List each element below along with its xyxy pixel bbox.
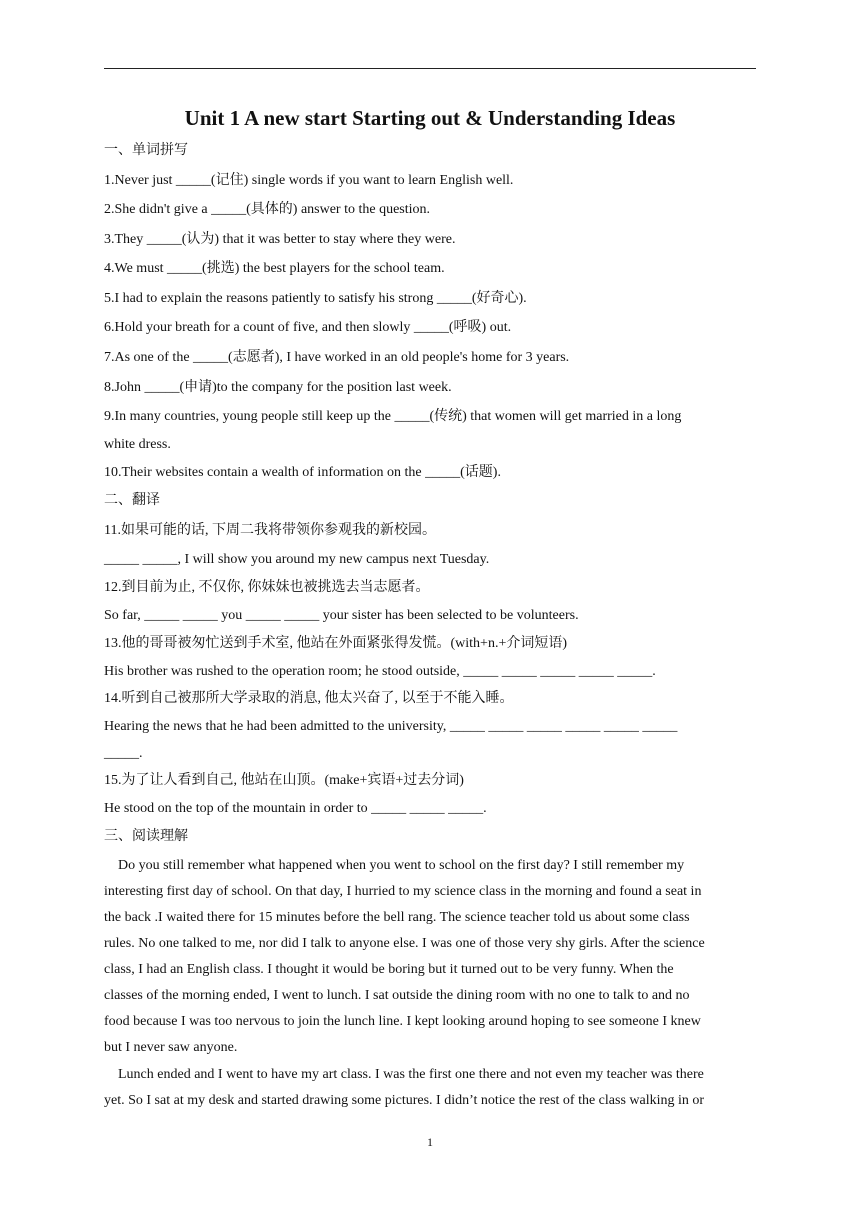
spelling-item: 4.We must _____(挑选) the best players for the school team. [104, 261, 445, 276]
passage-line: Do you still remember what happened when you went to school on the first day? I still remember my [118, 858, 685, 873]
passage-line: but I never saw anyone. [104, 1040, 238, 1055]
translation-blank-line: Hearing the news that he had been admitted to the university, _____ _____ _____ _____ _____ _____ [104, 719, 678, 734]
spelling-item: 10.Their websites contain a wealth of information on the _____(话题). [104, 465, 501, 480]
passage-line: yet. So I sat at my desk and started drawing some pictures. I didn’t notice the rest of the class walking in or [104, 1093, 705, 1108]
header-rule [104, 68, 756, 69]
passage-line: interesting first day of school. On that day, I hurried to my science class in the morning and found a seat in [104, 884, 702, 899]
spelling-item: 6.Hold your breath for a count of five, and then slowly _____(呼吸) out. [104, 320, 512, 335]
section-heading: 一、单词拼写 [104, 143, 188, 158]
translation-prompt: 12.到目前为止, 不仅你, 你妹妹也被挑选去当志愿者。 [104, 580, 430, 595]
translation-blank-line: So far, _____ _____ you _____ _____ your sister has been selected to be volunteers. [104, 608, 579, 623]
section-heading: 二、翻译 [104, 493, 160, 508]
spelling-item-continued: white dress. [104, 437, 171, 452]
passage-line: rules. No one talked to me, nor did I talk to anyone else. I was one of those very shy girls. After the science [104, 936, 705, 951]
spelling-item: 3.They _____(认为) that it was better to stay where they were. [104, 232, 456, 247]
section-heading: 三、阅读理解 [104, 829, 188, 844]
translation-prompt: 14.听到自己被那所大学录取的消息, 他太兴奋了, 以至于不能入睡。 [104, 691, 514, 706]
translation-prompt: 11.如果可能的话, 下周二我将带领你参观我的新校园。 [104, 523, 436, 538]
passage-line: class, I had an English class. I thought it would be boring but it turned out to be very funny. When the [104, 962, 674, 977]
passage-line: the back .I waited there for 15 minutes before the bell rang. The science teacher told us about some class [104, 910, 690, 925]
translation-blank-line-continued: _____. [104, 746, 143, 761]
spelling-item: 8.John _____(申请)to the company for the position last week. [104, 380, 452, 395]
document-title: Unit 1 A new start Starting out & Understanding Ideas [184, 106, 676, 130]
translation-blank-line: His brother was rushed to the operation room; he stood outside, _____ _____ _____ _____ _____. [104, 664, 656, 679]
passage-line: classes of the morning ended, I went to lunch. I sat outside the dining room with no one to talk to and no [104, 988, 690, 1003]
passage-line: Lunch ended and I went to have my art class. I was the first one there and not even my teacher was there [118, 1067, 704, 1082]
page-number: 1 [427, 1135, 433, 1149]
translation-blank-line: He stood on the top of the mountain in order to _____ _____ _____. [104, 801, 487, 816]
spelling-item: 1.Never just _____(记住) single words if you want to learn English well. [104, 173, 514, 188]
translation-blank-line: _____ _____, I will show you around my new campus next Tuesday. [104, 552, 490, 567]
spelling-item: 5.I had to explain the reasons patiently to satisfy his strong _____(好奇心). [104, 291, 527, 306]
translation-prompt: 13.他的哥哥被匆忙送到手术室, 他站在外面紧张得发慌。(with+n.+介词短语) [104, 636, 568, 651]
spelling-item: 9.In many countries, young people still keep up the _____(传统) that women will get married in a long [104, 409, 682, 424]
passage-line: food because I was too nervous to join the lunch line. I kept looking around hoping to see someone I knew [104, 1014, 701, 1029]
spelling-item: 2.She didn't give a _____(具体的) answer to the question. [104, 202, 431, 217]
spelling-item: 7.As one of the _____(志愿者), I have worked in an old people's home for 3 years. [104, 350, 570, 365]
translation-prompt: 15.为了让人看到自己, 他站在山顶。(make+宾语+过去分词) [104, 773, 464, 788]
